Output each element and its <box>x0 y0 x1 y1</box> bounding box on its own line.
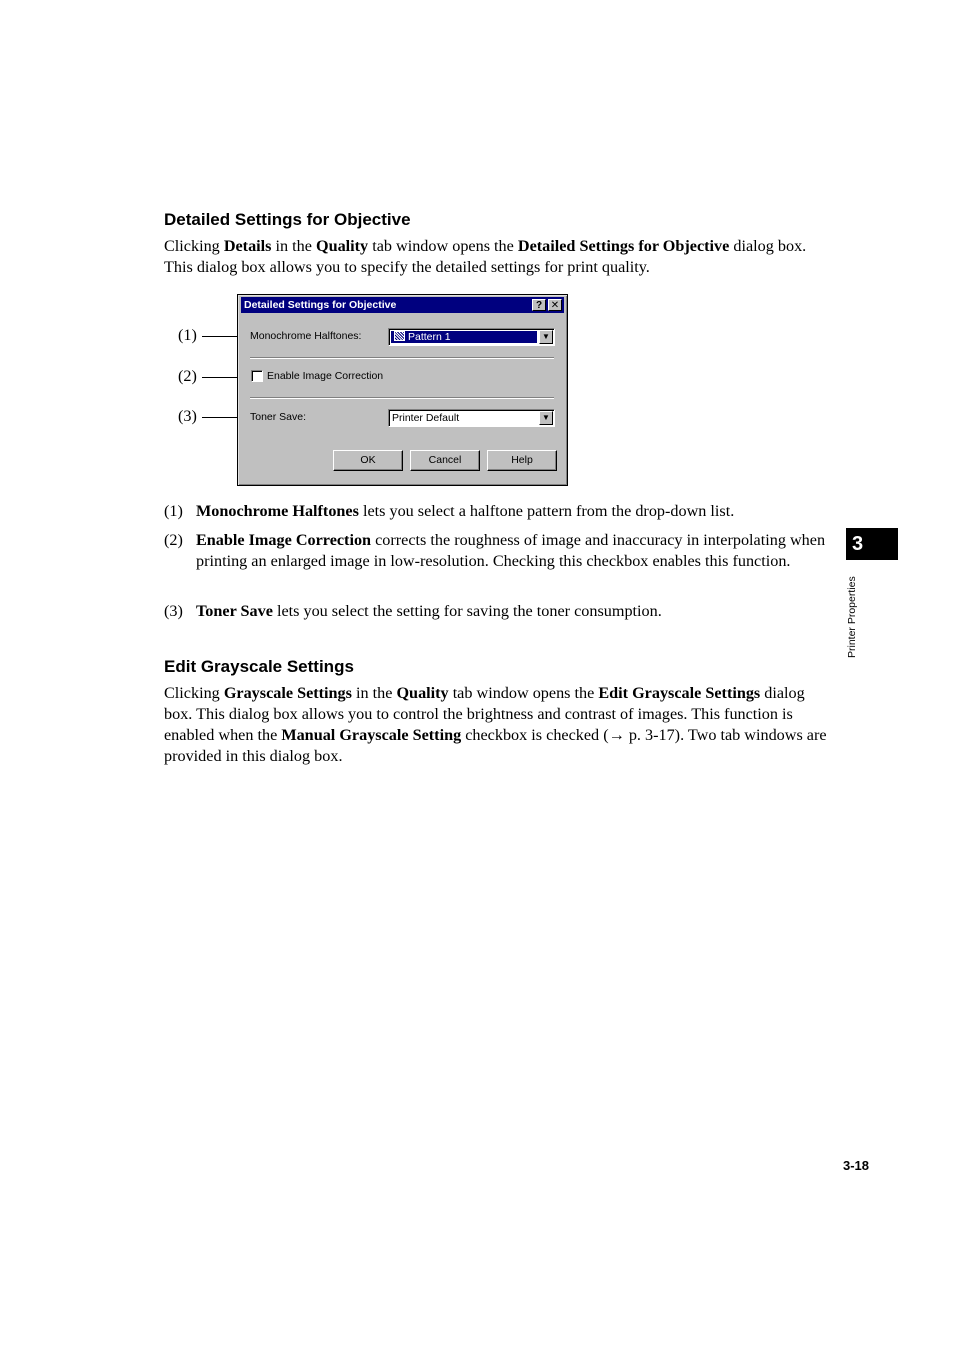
chevron-down-icon[interactable]: ▼ <box>539 411 553 425</box>
image-correction-checkbox[interactable] <box>251 370 263 382</box>
grayscale-intro-paragraph: Clicking Grayscale Settings in the Quality tab window opens the Edit Grayscale Settings dialog box. This dialog box allows you to control the brightness and contrast of images. This function is enabled when the Manual Grayscale Setting checkbox is checked (→ p. 3-17). Two tab windows are provided in this dialog box. <box>164 684 827 765</box>
chapter-side-label: Printer Properties <box>846 576 858 658</box>
page-number: 3-18 <box>842 1158 869 1173</box>
cancel-button[interactable]: Cancel <box>410 450 480 471</box>
chapter-number: 3 <box>852 533 864 555</box>
dialog-separator <box>250 357 554 359</box>
list-item-number: (3) <box>164 602 183 620</box>
detailed-settings-dialog <box>237 294 568 486</box>
halftones-selection <box>391 331 537 343</box>
toner-save-dropdown[interactable] <box>388 409 555 427</box>
image-correction-label: Enable Image Correction <box>267 370 384 382</box>
chevron-down-icon[interactable]: ▼ <box>539 330 553 344</box>
section-heading-detailed-settings: Detailed Settings for Objective <box>164 210 411 229</box>
halftones-dropdown[interactable] <box>388 328 555 346</box>
halftones-label: Monochrome Halftones: <box>250 330 362 342</box>
toner-save-value: Printer Default <box>392 412 460 424</box>
list-item-number: (1) <box>164 502 183 520</box>
ok-button[interactable]: OK <box>333 450 403 471</box>
list-item <box>164 530 828 572</box>
list-item <box>164 601 828 622</box>
close-icon[interactable]: ✕ <box>548 299 562 311</box>
dialog-separator <box>250 397 554 399</box>
help-question-icon[interactable]: ? <box>532 299 546 311</box>
list-item-text: Enable Image Correction corrects the roughness of image and inaccuracy in interpolating when printing an enlarged image in low-resolution. Checking this checkbox enables this function. <box>196 531 826 570</box>
pattern-swatch-icon <box>394 331 405 341</box>
chapter-tab <box>846 528 898 560</box>
help-button[interactable]: Help <box>487 450 557 471</box>
dialog-title-bar <box>241 297 564 313</box>
section-intro-paragraph: Clicking Details in the Quality tab window opens the Detailed Settings for Objective dialog box. This dialog box allows you to specify the detailed settings for print quality. <box>164 237 807 276</box>
callout-1: (1) <box>178 326 197 344</box>
section-heading-edit-grayscale: Edit Grayscale Settings <box>164 657 354 676</box>
callout-3: (3) <box>178 407 197 425</box>
list-item-number: (2) <box>164 531 183 549</box>
halftones-value: Pattern 1 <box>408 331 451 343</box>
list-item-text: Monochrome Halftones lets you select a halftone pattern from the drop-down list. <box>196 502 735 520</box>
list-item-text: Toner Save lets you select the setting for saving the toner consumption. <box>196 602 662 620</box>
callout-2: (2) <box>178 367 197 385</box>
list-item <box>164 501 828 522</box>
dialog-title: Detailed Settings for Objective <box>244 299 397 311</box>
toner-save-label: Toner Save: <box>250 411 307 423</box>
